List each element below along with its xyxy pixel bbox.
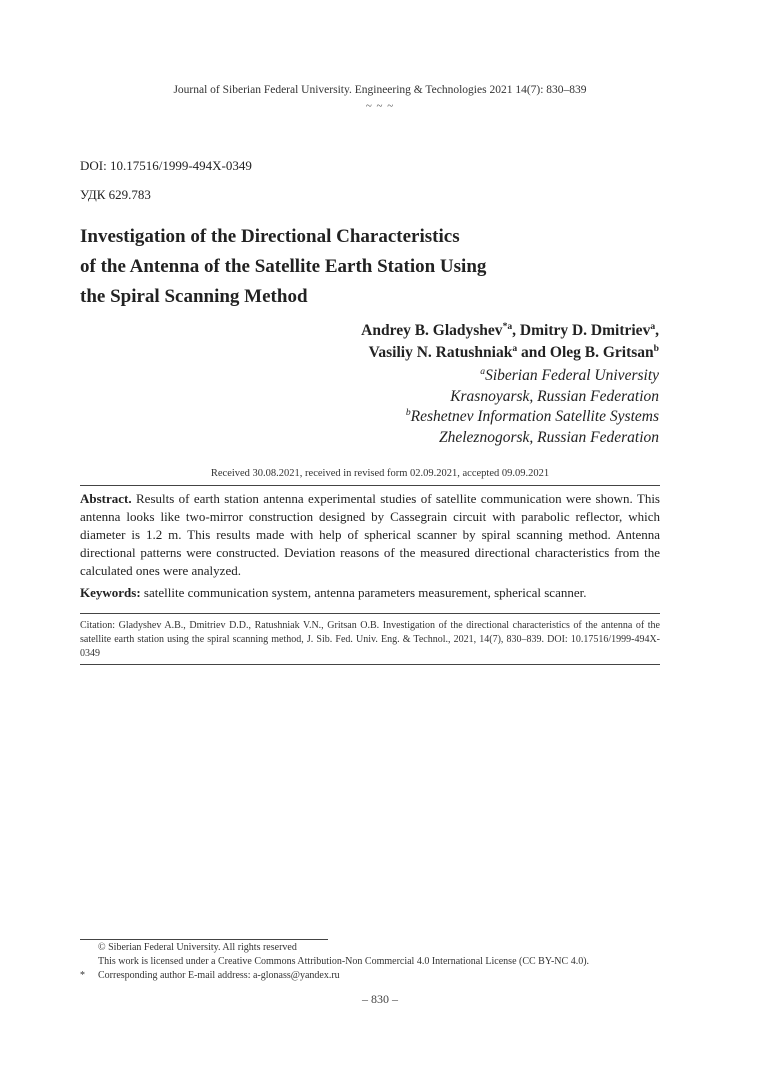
author-name: Vasiliy N. Ratushniak [368, 344, 513, 361]
author-separator: , [655, 322, 659, 339]
udk-code: УДК 629.783 [80, 187, 151, 202]
author-conjunction: and [517, 344, 550, 361]
keywords [80, 584, 660, 602]
footnote-corresponding [80, 969, 340, 983]
affiliation-a-city: Krasnoyarsk, Russian Federation [450, 387, 659, 405]
title-line-2: of the Antenna of the Satellite Earth Station Using [80, 256, 487, 277]
page-number: – 830 – [362, 992, 398, 1006]
footnote-copyright [80, 941, 297, 955]
author-line-1 [361, 320, 659, 342]
affiliation-a [406, 366, 659, 387]
author-affil-mark: a [650, 320, 656, 332]
author-affil-mark: a [512, 342, 518, 354]
doi: DOI: 10.17516/1999-494X-0349 [80, 158, 252, 173]
author-name: Oleg B. Gritsan [549, 344, 654, 361]
author-affil-mark: b [653, 342, 659, 354]
title-line-1: Investigation of the Directional Characteristics [80, 226, 460, 247]
keywords-label: Keywords: [80, 585, 141, 600]
article-title [80, 222, 680, 312]
affiliation-b-city: Zheleznogorsk, Russian Federation [439, 428, 659, 446]
title-line-3: the Spiral Scanning Method [80, 286, 308, 307]
corresponding-mark: * [80, 970, 85, 981]
divider-citation-top [80, 613, 660, 614]
affil-mark: b [405, 406, 411, 418]
author-name: Dmitry D. Dmitriev [519, 322, 651, 339]
affil-mark: a [480, 365, 486, 377]
footnote-license [80, 955, 589, 969]
citation: Citation: Gladyshev A.B., Dmitriev D.D., Ratushniak V.N., Gritsan O.B. Investigation of the directional characteristics of the antenna of the satellite earth station using the spiral scanning method, J. Sib. Fed. Univ. Eng. & Technol., 2021, 14(7), 830–839. DOI: 10.17516/1999-494X-0349 [80, 620, 660, 659]
abstract [80, 490, 660, 580]
divider-citation-bottom [80, 664, 660, 665]
corresponding-text: Corresponding author E-mail address: a-glonass@yandex.ru [98, 970, 340, 981]
author-affil-mark: *a [502, 320, 513, 332]
copyright-text: © Siberian Federal University. All rights reserved [98, 942, 297, 953]
author-separator: , [512, 322, 520, 339]
header-ornament: ~ ~ ~ [365, 100, 395, 112]
journal-header: Journal of Siberian Federal University. Engineering & Technologies 2021 14(7): 830–839 [173, 84, 587, 96]
author-list [361, 320, 659, 364]
abstract-label: Abstract. [80, 491, 132, 506]
author-name: Andrey B. Gladyshev [361, 322, 503, 339]
divider-top [80, 485, 660, 486]
affil-name: Reshetnev Information Satellite Systems [410, 408, 659, 425]
keywords-text: satellite communication system, antenna parameters measurement, spherical scanner. [140, 585, 587, 600]
affil-name: Siberian Federal University [485, 367, 659, 384]
license-text: This work is licensed under a Creative Commons Attribution-Non Commercial 4.0 International License (CC BY-NC 4.0). [98, 956, 590, 967]
footnote-rule [80, 939, 328, 940]
affiliation-b [406, 407, 659, 428]
received-dates: Received 30.08.2021, received in revised form 02.09.2021, accepted 09.09.2021 [210, 468, 550, 479]
abstract-text: Results of earth station antenna experimental studies of satellite communication were shown. This antenna looks like two-mirror construction designed by Cassegrain circuit with parabolic reflector, which diameter is 1.2 m. This results made with help of spherical scanner by spiral scanning method. Antenna directional patterns were constructed. Deviation reasons of the measured directional characteristics from the calculated ones were analyzed. [80, 491, 660, 578]
affiliations [406, 366, 659, 448]
author-line-2 [361, 342, 659, 364]
